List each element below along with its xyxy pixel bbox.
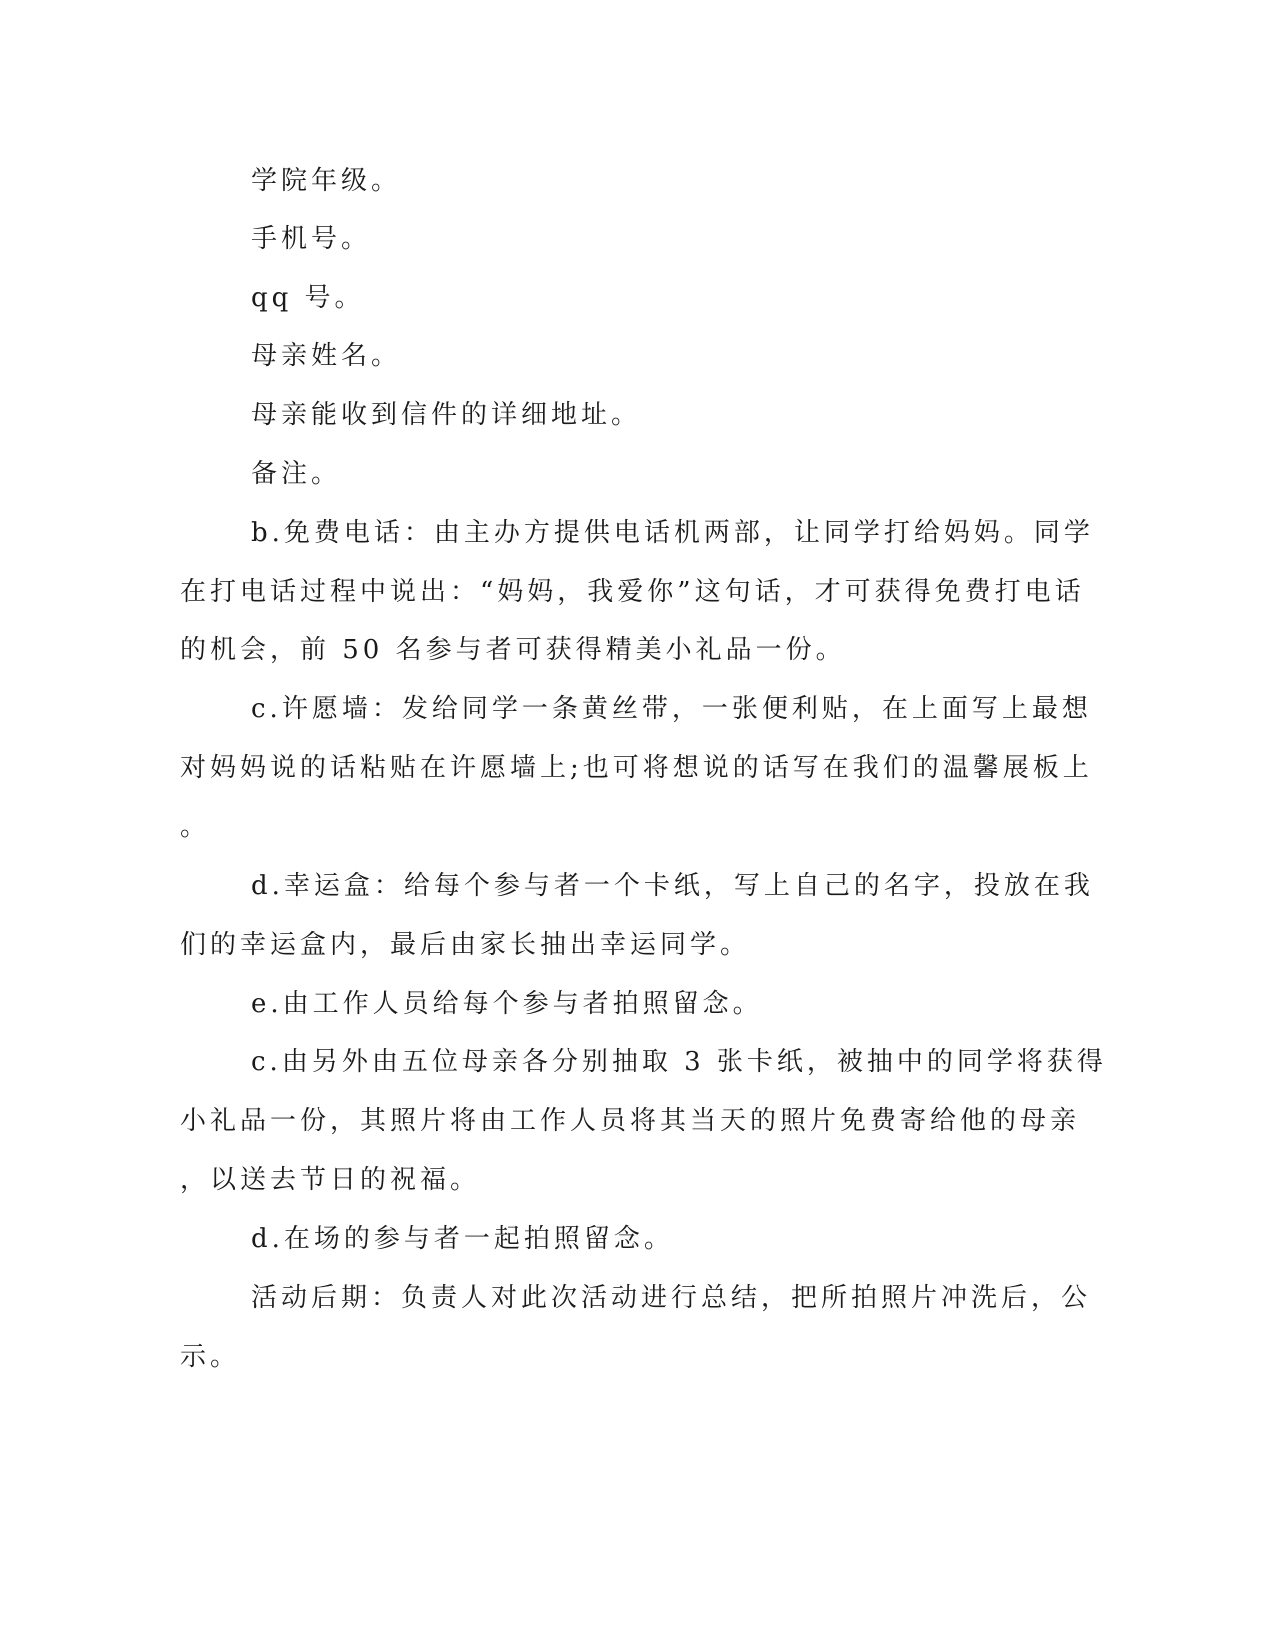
text-line: 活动后期：负责人对此次活动进行总结，把所拍照片冲洗后，公 [251, 1283, 1092, 1313]
text-line: 学院年级。 [251, 166, 402, 196]
text-line: c.许愿墙：发给同学一条黄丝带，一张便利贴，在上面写上最想 [251, 694, 1092, 724]
text-line: 在打电话过程中说出：“妈妈，我爱你”这句话，才可获得免费打电话 [180, 577, 1085, 607]
text-line: ，以送去节日的祝福。 [180, 1165, 481, 1195]
text-line: d.在场的参与者一起拍照留念。 [251, 1224, 674, 1254]
text-line: 备注。 [251, 459, 342, 489]
text-line: b.免费电话：由主办方提供电话机两部，让同学打给妈妈。同学 [251, 518, 1094, 548]
text-line: 的机会，前 50 名参与者可获得精美小礼品一份。 [180, 635, 846, 665]
text-line: qq 号。 [251, 283, 365, 313]
text-line: 示。 [180, 1342, 241, 1372]
text-line: 小礼品一份，其照片将由工作人员将其当天的照片免费寄给他的母亲 [180, 1106, 1081, 1136]
text-line: c.由另外由五位母亲各分别抽取 3 张卡纸，被抽中的同学将获得 [251, 1047, 1107, 1077]
text-line: 手机号。 [251, 224, 372, 254]
text-line: 母亲能收到信件的详细地址。 [251, 400, 642, 430]
text-line: e.由工作人员给每个参与者拍照留念。 [251, 989, 763, 1019]
text-line: 母亲姓名。 [251, 341, 402, 371]
text-line: 对妈妈说的话粘贴在许愿墙上;也可将想说的话写在我们的温馨展板上 [180, 753, 1093, 783]
text-line: d.幸运盒：给每个参与者一个卡纸，写上自己的名字，投放在我 [251, 871, 1094, 901]
text-line: 们的幸运盒内，最后由家长抽出幸运同学。 [180, 930, 751, 960]
text-line: 。 [180, 812, 211, 842]
